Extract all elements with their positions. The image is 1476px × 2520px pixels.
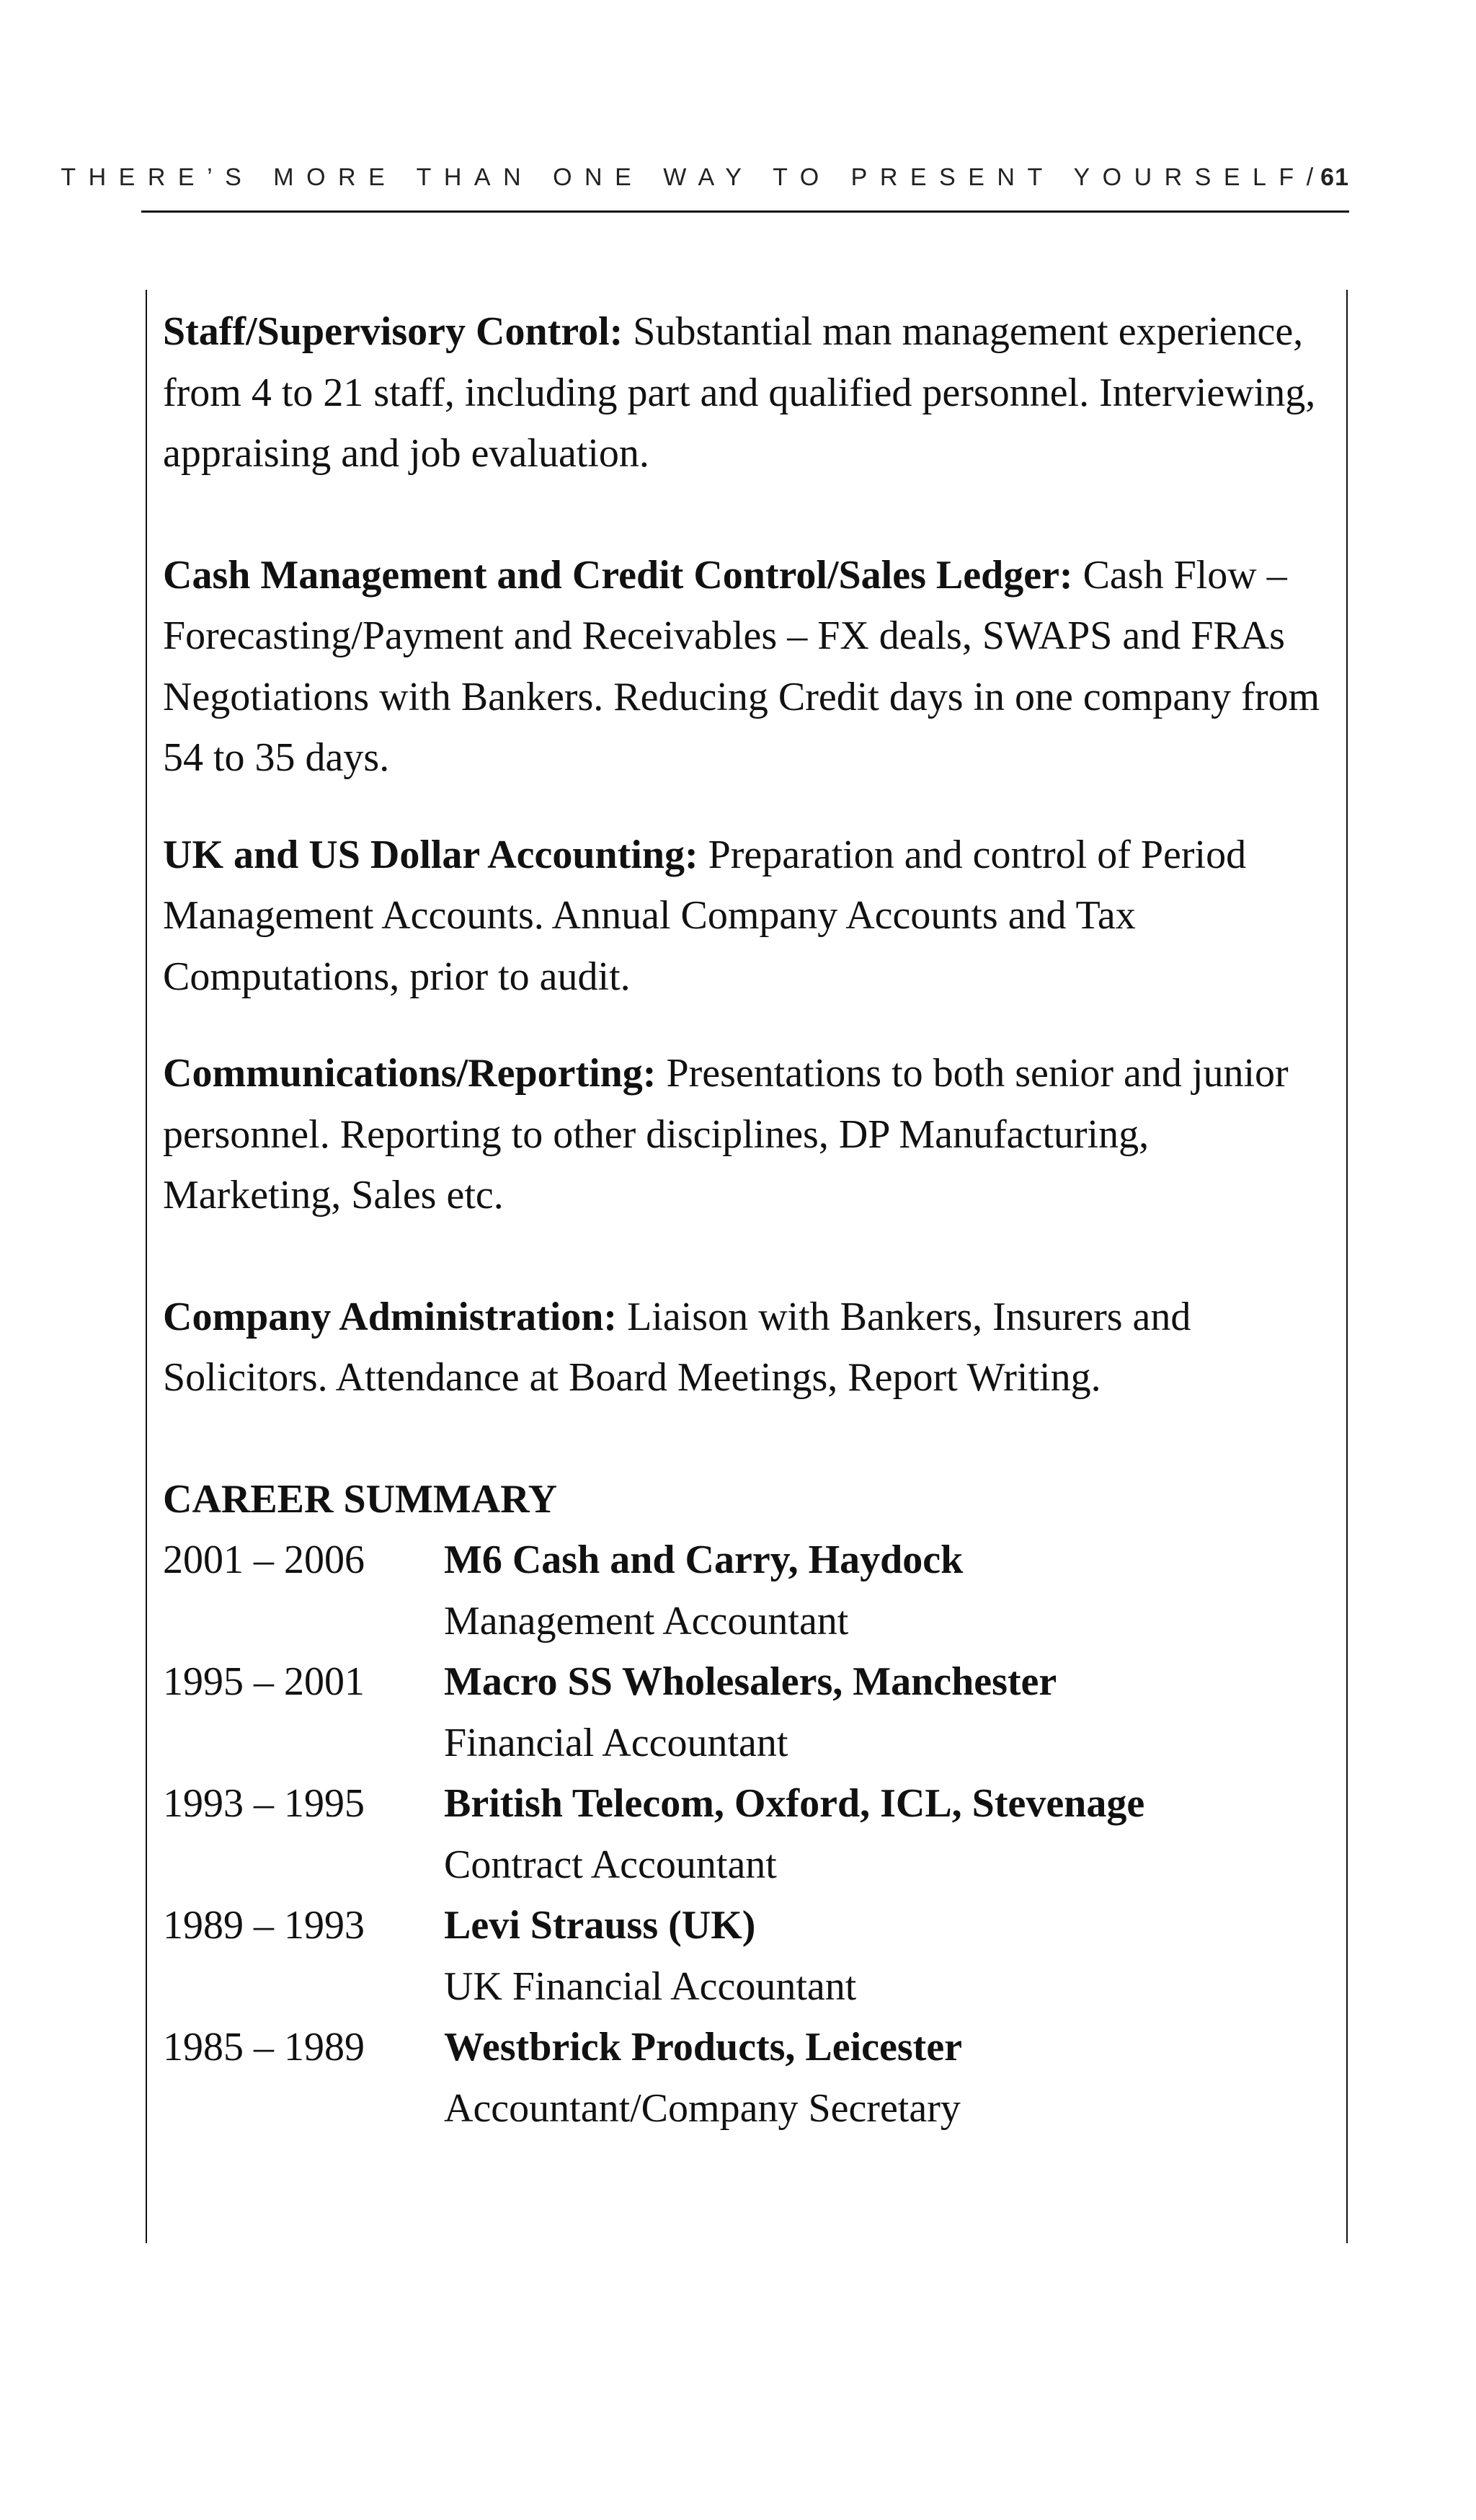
section-body: Cash Flow – Forecasting/Payment and Receivables – FX deals, SWAPS and FRAs Negotiations with Bankers. Reducing Credit days in one company from 54 to 35 days.	[163, 552, 1320, 780]
career-years: 1995 – 2001	[163, 1659, 365, 1704]
career-role: Contract Accountant	[444, 1842, 777, 1887]
header-separator: /	[1306, 163, 1314, 191]
career-company: M6 Cash and Carry, Haydock	[444, 1538, 964, 1582]
section-staff-supervisory	[163, 301, 1330, 484]
section-body: Liaison with Bankers, Insurers and Solicitors. Attendance at Board Meetings, Report Writing.	[163, 1294, 1191, 1400]
running-title: THERE’S MORE THAN ONE WAY TO PRESENT YOURSELF	[61, 163, 1307, 191]
box-border-right	[1346, 290, 1348, 2243]
career-company: British Telecom, Oxford, ICL, Stevenage	[444, 1781, 1145, 1826]
section-company-admin	[163, 1287, 1330, 1408]
section-heading: Staff/Supervisory Control:	[163, 309, 633, 354]
cv-content-box	[163, 301, 1330, 2139]
section-cash-management	[163, 545, 1330, 789]
section-heading: Communications/Reporting:	[163, 1051, 667, 1096]
career-entry	[163, 1895, 1330, 2017]
section-heading: Company Administration:	[163, 1294, 628, 1339]
career-years: 1985 – 1989	[163, 2025, 365, 2069]
career-role: UK Financial Accountant	[444, 1964, 857, 2009]
career-entry	[163, 1773, 1330, 1895]
running-header	[61, 160, 1349, 195]
career-role: Financial Accountant	[444, 1720, 788, 1765]
career-company: Levi Strauss (UK)	[444, 1903, 756, 1948]
career-entry	[163, 2017, 1330, 2139]
section-body: Preparation and control of Period Management Accounts. Annual Company Accounts and Tax Computations, prior to audit.	[163, 832, 1247, 999]
career-role: Management Accountant	[444, 1598, 849, 1643]
section-body: Presentations to both senior and junior personnel. Reporting to other disciplines, DP Manufacturing, Marketing, Sales etc.	[163, 1051, 1289, 1217]
section-heading: UK and US Dollar Accounting:	[163, 832, 708, 877]
career-entry	[163, 1651, 1330, 1773]
career-company: Westbrick Products, Leicester	[444, 2025, 963, 2069]
career-summary-title: CAREER SUMMARY	[163, 1476, 558, 1522]
section-accounting	[163, 825, 1330, 1008]
page-number: 61	[1320, 163, 1349, 191]
section-communications	[163, 1043, 1330, 1226]
section-heading: Cash Management and Credit Control/Sales Ledger:	[163, 552, 1083, 598]
header-rule	[141, 210, 1349, 213]
career-entry	[163, 1530, 1330, 1651]
career-years: 1993 – 1995	[163, 1781, 365, 1826]
career-years: 1989 – 1993	[163, 1903, 365, 1948]
box-border-left	[146, 290, 147, 2243]
career-years: 2001 – 2006	[163, 1538, 365, 1582]
career-company: Macro SS Wholesalers, Manchester	[444, 1659, 1057, 1704]
career-role: Accountant/Company Secretary	[444, 2085, 961, 2131]
section-body: Substantial man management experience, from 4 to 21 staff, including part and qualified personnel. Interviewing, appraising and job evaluation.	[163, 309, 1316, 476]
